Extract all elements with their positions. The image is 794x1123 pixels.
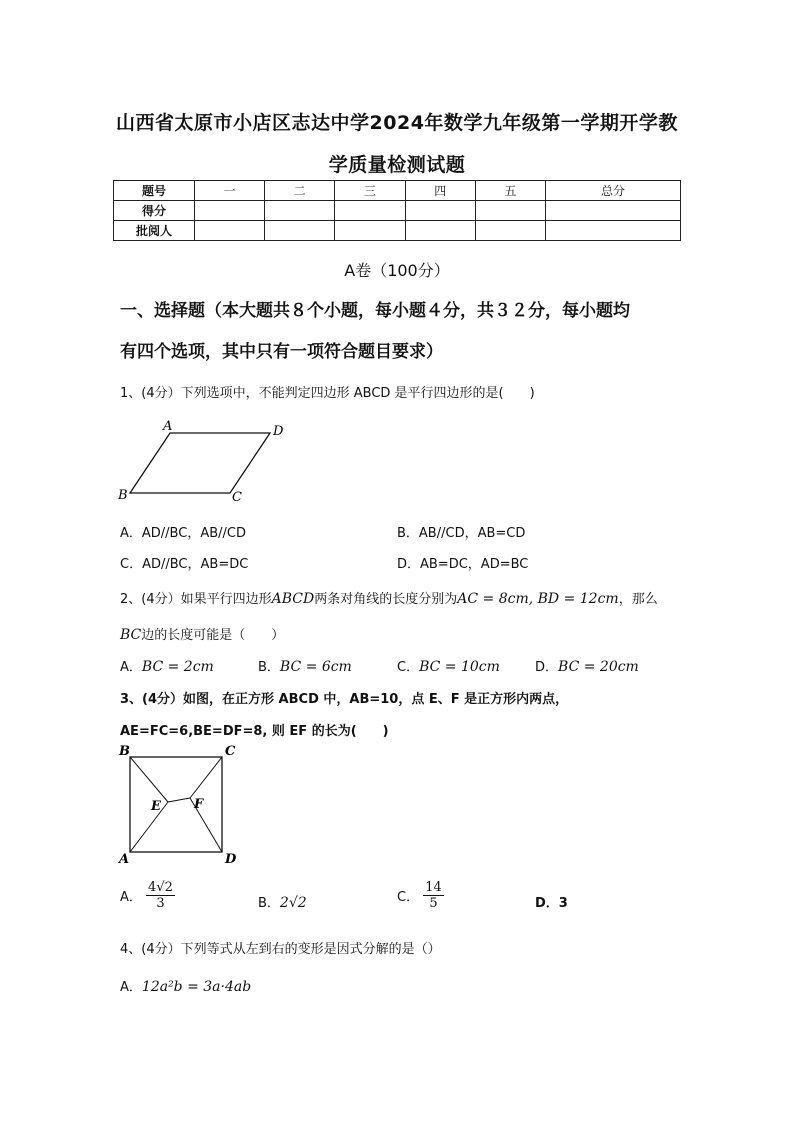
option-prefix: A． bbox=[120, 890, 142, 905]
table-cell: 总分 bbox=[546, 181, 681, 201]
q1-option-a[interactable]: A．AD//BC，AB//CD bbox=[120, 526, 246, 541]
option-prefix: A． bbox=[120, 980, 142, 995]
square-figure bbox=[116, 742, 246, 867]
q2-text-part: ，那么 bbox=[618, 592, 658, 607]
score-table-row bbox=[114, 201, 681, 221]
q2-formula: AC = 8cm, BD = 12cm bbox=[457, 591, 619, 607]
question-3-line1: 3、(4分）如图，在正方形 ABCD 中，AB=10，点 E、F 是正方形内两点， bbox=[120, 692, 569, 707]
q2-text-part: 边的长度可能是（ ） bbox=[141, 628, 285, 643]
score-entry-cell[interactable] bbox=[546, 201, 681, 221]
option-prefix: C． bbox=[397, 660, 420, 675]
point-label-f: F bbox=[194, 797, 204, 812]
q2-option-d[interactable] bbox=[535, 656, 639, 675]
score-entry-cell[interactable] bbox=[265, 221, 335, 241]
q3-option-c[interactable] bbox=[397, 880, 444, 911]
q3-option-d[interactable]: D．3 bbox=[535, 896, 568, 911]
exam-title-line2: 学质量检测试题 bbox=[328, 154, 466, 176]
vertex-label-d: D bbox=[225, 852, 237, 867]
numerator: 4√2 bbox=[148, 880, 173, 895]
segment-ae bbox=[130, 802, 168, 852]
score-entry-cell[interactable] bbox=[195, 201, 265, 221]
question-3-line2: AE=FC=6,BE=DF=8, 则 EF 的长为( ) bbox=[120, 724, 389, 739]
table-cell: 二 bbox=[265, 181, 335, 201]
table-cell: 一 bbox=[195, 181, 265, 201]
option-prefix: B． bbox=[258, 660, 280, 675]
parallelogram-figure bbox=[115, 418, 295, 508]
segment-be bbox=[130, 757, 168, 802]
segment-ef bbox=[168, 798, 190, 802]
option-math: BC = 20cm bbox=[558, 659, 639, 675]
vertex-label-a: A bbox=[163, 419, 173, 434]
vertex-label-d: D bbox=[273, 424, 284, 439]
table-cell: 五 bbox=[475, 181, 545, 201]
score-entry-cell[interactable] bbox=[546, 221, 681, 241]
option-prefix: B． bbox=[258, 896, 280, 911]
vertex-label-a: A bbox=[119, 852, 130, 867]
option-math: BC = 2cm bbox=[141, 659, 214, 675]
option-prefix: D． bbox=[535, 660, 559, 675]
vertex-label-b: B bbox=[118, 488, 128, 503]
table-cell: 题号 bbox=[114, 181, 195, 201]
point-label-e: E bbox=[151, 799, 161, 814]
score-entry-cell[interactable] bbox=[475, 221, 545, 241]
numerator: 14 bbox=[425, 880, 442, 895]
table-cell: 得分 bbox=[114, 201, 195, 221]
vertex-label-c: C bbox=[225, 744, 236, 759]
option-prefix: A． bbox=[120, 660, 142, 675]
score-entry-cell[interactable] bbox=[265, 201, 335, 221]
q2-option-b[interactable] bbox=[258, 656, 352, 675]
option-prefix: C． bbox=[397, 890, 420, 905]
score-table bbox=[113, 180, 681, 241]
paper-name: A卷（100分） bbox=[344, 261, 450, 280]
segment-cf bbox=[190, 757, 222, 798]
vertex-label-b: B bbox=[119, 744, 130, 759]
score-table-header-row bbox=[114, 181, 681, 201]
score-entry-cell[interactable] bbox=[405, 201, 475, 221]
q4-option-a[interactable] bbox=[120, 976, 251, 995]
score-entry-cell[interactable] bbox=[195, 221, 265, 241]
question-1-text: 1、(4分）下列选项中，不能判定四边形 ABCD 是平行四边形的是( ) bbox=[120, 386, 535, 401]
q3-option-a[interactable] bbox=[120, 880, 175, 911]
option-math: BC = 6cm bbox=[279, 659, 352, 675]
score-entry-cell[interactable] bbox=[335, 221, 405, 241]
table-cell: 批阅人 bbox=[114, 221, 195, 241]
q2-option-a[interactable] bbox=[120, 656, 214, 675]
question-2-line2 bbox=[120, 624, 284, 643]
table-cell: 四 bbox=[405, 181, 475, 201]
q2-abcd: ABCD bbox=[271, 591, 315, 607]
vertex-label-c: C bbox=[232, 490, 242, 505]
question-4-text: 4、(4分）下列等式从左到右的变形是因式分解的是（） bbox=[120, 942, 441, 957]
option-math: 12a²b = 3a·4ab bbox=[141, 979, 252, 995]
fraction bbox=[146, 880, 175, 911]
score-entry-cell[interactable] bbox=[335, 201, 405, 221]
score-entry-cell[interactable] bbox=[405, 221, 475, 241]
question-2-text bbox=[120, 588, 658, 607]
q2-bc: BC bbox=[120, 627, 142, 643]
q2-text-part: 2、(4分）如果平行四边形 bbox=[120, 592, 272, 607]
section-heading-line1: 一、选择题（本大题共８个小题，每小题４分，共３２分，每小题均 bbox=[120, 301, 630, 321]
q1-option-b[interactable]: B．AB//CD，AB=CD bbox=[397, 526, 526, 541]
denominator: 5 bbox=[429, 896, 438, 911]
q1-option-c[interactable]: C．AD//BC，AB=DC bbox=[120, 557, 249, 572]
option-math: BC = 10cm bbox=[419, 659, 500, 675]
score-entry-cell[interactable] bbox=[475, 201, 545, 221]
exam-title-line1: 山西省太原市小店区志达中学2024年数学九年级第一学期开学教 bbox=[116, 112, 678, 134]
denominator: 3 bbox=[156, 896, 165, 911]
q2-option-c[interactable] bbox=[397, 656, 500, 675]
option-math: 2√2 bbox=[279, 895, 307, 911]
square-shape bbox=[130, 757, 222, 852]
fraction bbox=[423, 880, 444, 911]
table-cell: 三 bbox=[335, 181, 405, 201]
q3-option-b[interactable] bbox=[258, 892, 307, 911]
q1-option-d[interactable]: D．AB=DC，AD=BC bbox=[397, 557, 529, 572]
q2-text-part: 两条对角线的长度分别为 bbox=[314, 592, 458, 607]
parallelogram-shape bbox=[130, 433, 270, 493]
section-heading-line2: 有四个选项，其中只有一项符合题目要求） bbox=[120, 342, 443, 362]
score-table-row bbox=[114, 221, 681, 241]
